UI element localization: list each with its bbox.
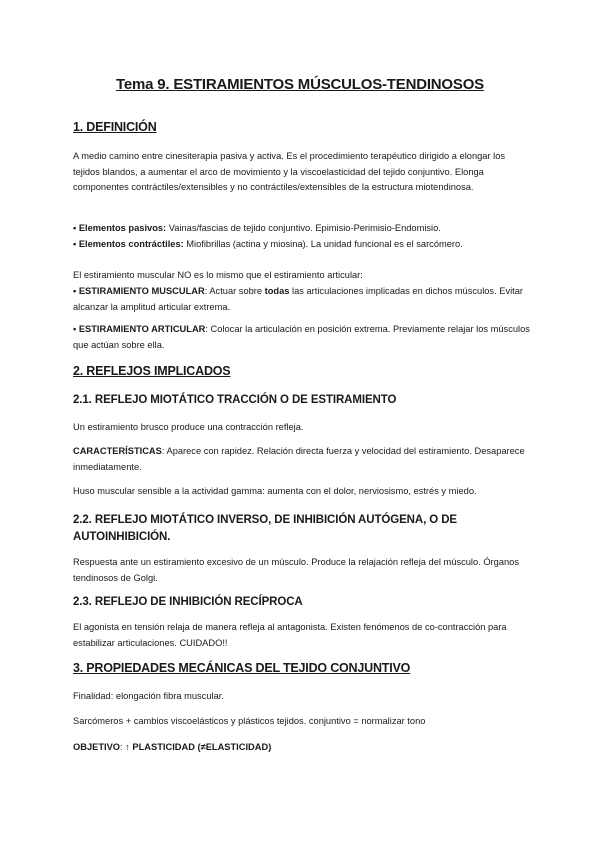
objective-emphasis: PLASTICIDAD (≠ELASTICIDAD): [132, 742, 272, 752]
paragraph: El agonista en tensión relaja de manera refleja al antagonista. Existen fenómenos de co-contracción para estabilizar articulaciones. CUIDADO!!: [73, 622, 507, 648]
section-heading-definicion: 1. DEFINICIÓN: [73, 120, 157, 134]
bullet-label: • ESTIRAMIENTO ARTICULAR: [73, 324, 206, 334]
subsection-heading-2-3: 2.3. REFLEJO DE INHIBICIÓN RECÍPROCA: [73, 596, 303, 608]
paragraph: Finalidad: elongación fibra muscular.: [73, 691, 224, 701]
subsection-heading-2-2: 2.2. REFLEJO MIOTÁTICO INVERSO, DE INHIBICIÓN AUTÓGENA, O DE AUTOINHIBICIÓN.: [73, 514, 457, 543]
characteristics-text: : Aparece con rapidez. Relación directa fuerza y velocidad del estiramiento. Desaparece inmediatamente.: [73, 446, 525, 472]
paragraph: Sarcómeros + cambios viscoelásticos y plásticos tejidos. conjuntivo = normalizar tono: [73, 716, 426, 726]
muscular-vs-articular-intro: El estiramiento muscular NO es lo mismo que el estiramiento articular:: [73, 270, 363, 280]
bullet-text: las articulaciones implicadas en dichos músculos. Evitar alcanzar la amplitud articular extrema.: [73, 286, 524, 312]
subsection-heading-2-1: 2.1. REFLEJO MIOTÁTICO TRACCIÓN O DE ESTIRAMIENTO: [73, 394, 397, 406]
section-heading-propiedades: 3. PROPIEDADES MECÁNICAS DEL TEJIDO CONJUNTIVO: [73, 661, 411, 675]
bullet-label: • Elementos contráctiles:: [73, 239, 184, 249]
characteristics-label: CARACTERÍSTICAS: [73, 446, 162, 456]
section-heading-reflejos: 2. REFLEJOS IMPLICADOS: [73, 364, 231, 378]
bullet-articular-stretch: [73, 322, 533, 353]
bullet-label: • ESTIRAMIENTO MUSCULAR: [73, 286, 205, 296]
bullet-text: : Actuar sobre: [204, 286, 265, 296]
document-title: Tema 9. ESTIRAMIENTOS MÚSCULOS-TENDINOSOS: [116, 76, 484, 93]
bullet-text: : Colocar la articulación en posición extrema. Previamente relajar los músculos que actúan sobre ella.: [73, 324, 530, 350]
bullet-passive-elements: [73, 221, 533, 237]
characteristics-paragraph: [73, 444, 533, 475]
bullet-label: • Elementos pasivos:: [73, 223, 167, 233]
bullet-muscular-stretch: [73, 284, 533, 315]
bullet-emphasis: todas: [264, 286, 290, 296]
paragraph: Un estiramiento brusco produce una contracción refleja.: [73, 422, 304, 432]
objective-line: [73, 740, 533, 756]
bullet-text: Miofibrillas (actina y miosina). La unidad funcional es el sarcómero.: [183, 239, 463, 249]
objective-label: OBJETIVO: [73, 742, 121, 752]
definition-paragraph: A medio camino entre cinesiterapia pasiva y activa. Es el procedimiento terapéutico dirigido a elongar los tejidos blandos, a aumentar el arco de movimiento y la viscoelasticidad del tejido conjuntivo. Elonga componentes contráctiles/extensibles y no contráctiles/extensibles de la estructura miotendinosa.: [73, 151, 506, 193]
paragraph: Respuesta ante un estiramiento excesivo de un músculo. Produce la relajación refleja del músculo. Órganos tendinosos de Golgi.: [73, 557, 519, 583]
bullet-text: Vainas/fascias de tejido conjuntivo. Epimisio-Perimisio-Endomisio.: [166, 223, 441, 233]
bullet-contractile-elements: [73, 237, 533, 253]
objective-text: : ↑: [120, 742, 133, 752]
paragraph: Huso muscular sensible a la actividad gamma: aumenta con el dolor, nerviosismo, estrés y miedo.: [73, 486, 477, 496]
